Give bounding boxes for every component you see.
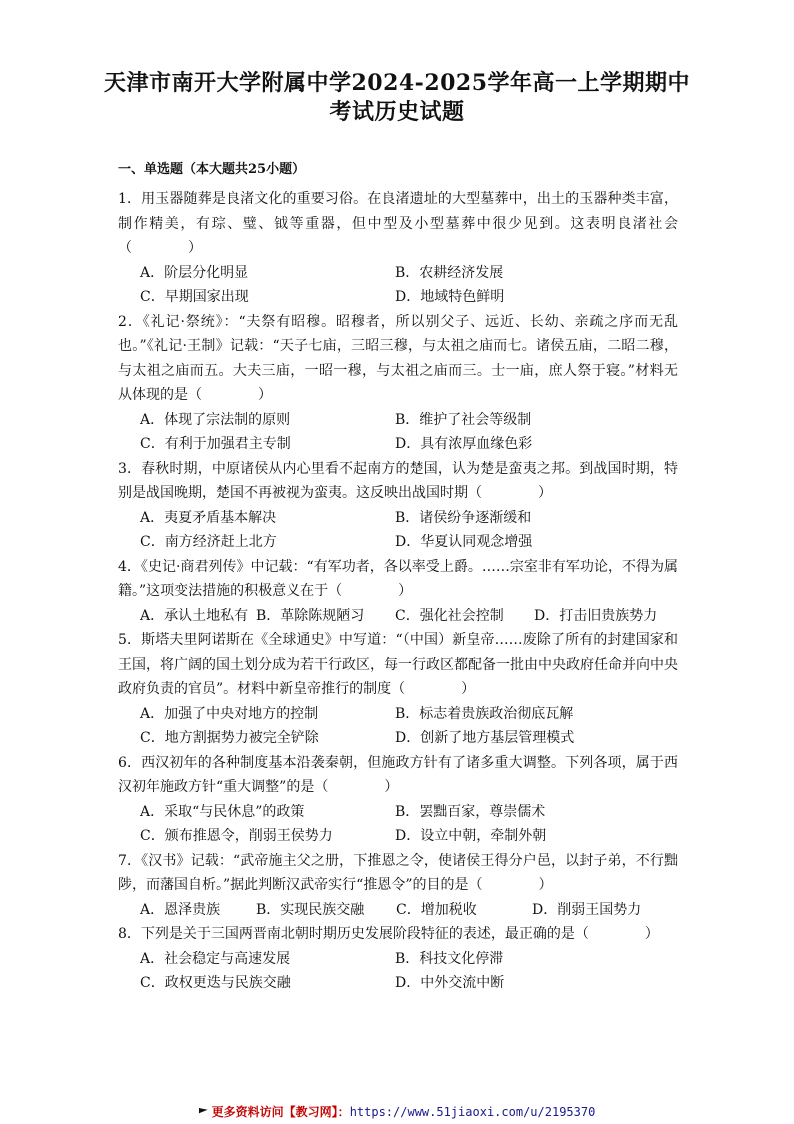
question-1 xyxy=(118,187,678,310)
page-title-line2: 考试历史试题 xyxy=(329,99,465,125)
question-stem: 1．用玉器随葬是良渚文化的重要习俗。在良渚遗址的大型墓葬中，出土的玉器种类丰富，制作精美，有琮、璧、钺等重器，但中型及小型墓葬中很少见到。这表明良渚社会（ ） xyxy=(118,191,678,256)
section-heading: 一、单选题（本大题共25小题） xyxy=(118,162,306,177)
option-c: C．增加税收 xyxy=(396,901,477,918)
option-b: B．罢黜百家，尊崇儒术 xyxy=(395,803,546,820)
option-a: A．体现了宗法制的原则 xyxy=(140,411,291,428)
option-a: A．恩泽贵族 xyxy=(140,901,221,918)
option-b: B．科技文化停滞 xyxy=(395,950,504,967)
flag-icon xyxy=(199,1108,208,1117)
question-2 xyxy=(118,310,678,457)
option-d: D．中外交流中断 xyxy=(395,975,505,991)
option-d: D．打击旧贵族势力 xyxy=(534,607,658,624)
question-5 xyxy=(118,628,678,751)
option-c: C．颁布推恩令，削弱王侯势力 xyxy=(140,828,333,844)
option-c: C．强化社会控制 xyxy=(395,607,504,624)
option-c: C．地方割据势力被完全铲除 xyxy=(140,730,319,746)
option-a: A．承认土地私有 xyxy=(140,607,249,624)
question-3 xyxy=(118,457,678,555)
question-stem: 3．春秋时期，中原诸侯从内心里看不起南方的楚国，认为楚是蛮夷之邦。到战国时期，特别是战国晚期，楚国不再被视为蛮夷。这反映出战国时期（ ） xyxy=(118,460,678,501)
option-d: D．削弱王国势力 xyxy=(532,901,642,918)
option-b: B．农耕经济发展 xyxy=(395,264,504,281)
option-d: D．具有浓厚血缘色彩 xyxy=(395,436,533,452)
page-title-line1: 天津市南开大学附属中学2024-2025学年高一上学期期中 xyxy=(103,70,691,96)
footer-link[interactable]: https://www.51jiaoxi.com/u/2195370 xyxy=(349,1105,596,1119)
question-stem: 8．下列是关于三国两晋南北朝时期历史发展阶段特征的表述，最正确的是（ ） xyxy=(118,926,659,942)
option-d: D．创新了地方基层管理模式 xyxy=(395,730,575,746)
option-a: A．加强了中央对地方的控制 xyxy=(140,705,319,722)
question-4 xyxy=(118,555,678,629)
option-c: C．政权更迭与民族交融 xyxy=(140,975,291,991)
option-b: B．诸侯纷争逐渐缓和 xyxy=(395,509,532,526)
option-c: C．南方经济赶上北方 xyxy=(140,534,277,550)
option-a: A．夷夏矛盾基本解决 xyxy=(140,509,277,526)
option-d: D．地域特色鲜明 xyxy=(395,289,505,305)
question-stem: 6．西汉初年的各种制度基本沿袭秦朝，但施政方针有了诸多重大调整。下列各项，属于西汉初年施政方针“重大调整”的是（ ） xyxy=(118,754,678,795)
question-stem: 5．斯塔夫里阿诺斯在《全球通史》中写道：“（中国）新皇帝……废除了所有的封建国家和王国，将广阔的国土划分成为若干行政区，每一行政区都配备一批由中央政府任命并向中央政府负责的官员”。材料中新皇帝推行的制度（ ） xyxy=(118,632,678,697)
question-stem: 7．《汉书》记载：“武帝施主父之册，下推恩之令，使诸侯王得分户邑，以封子弟，不行黜陟，而藩国自析。”据此判断汉武帝实行“推恩令”的目的是（ ） xyxy=(118,852,678,893)
option-a: A．采取“与民休息”的政策 xyxy=(140,803,305,820)
question-6 xyxy=(118,751,678,849)
option-a: A．社会稳定与高速发展 xyxy=(140,950,291,967)
option-b: B．革除陈规陋习 xyxy=(256,607,365,624)
option-a: A．阶层分化明显 xyxy=(140,264,249,281)
option-c: C．早期国家出现 xyxy=(140,289,249,305)
option-d: D．设立中朝，牵制外朝 xyxy=(395,828,547,844)
option-d: D．华夏认同观念增强 xyxy=(395,534,533,550)
question-7 xyxy=(118,849,678,923)
footer-label: 更多资料访问【教习网】： xyxy=(211,1105,350,1119)
question-stem: 2．《礼记·祭统》：“夫祭有昭穆。昭穆者，所以别父子、远近、长幼、亲疏之序而无乱也。”《礼记·王制》记载：“天子七庙，三昭三穆，与太祖之庙而七。诸侯五庙，二昭二穆，与太祖之庙而五。大夫三庙，一昭一穆，与太祖之庙而三。士一庙，庶人祭于寝。”材料无从体现的是（ ） xyxy=(118,313,678,403)
question-stem: 4．《史记·商君列传》中记载：“有军功者，各以率受上爵。……宗室非有军功论，不得为属籍。”这项变法措施的积极意义在于（ ） xyxy=(118,558,678,599)
question-list xyxy=(118,187,678,996)
option-b: B．维护了社会等级制 xyxy=(395,411,532,428)
option-b: B．实现民族交融 xyxy=(256,901,365,918)
option-b: B．标志着贵族政治彻底瓦解 xyxy=(395,705,574,722)
question-8 xyxy=(118,922,678,996)
option-c: C．有利于加强君主专制 xyxy=(140,436,291,452)
page-footer xyxy=(0,1104,794,1120)
